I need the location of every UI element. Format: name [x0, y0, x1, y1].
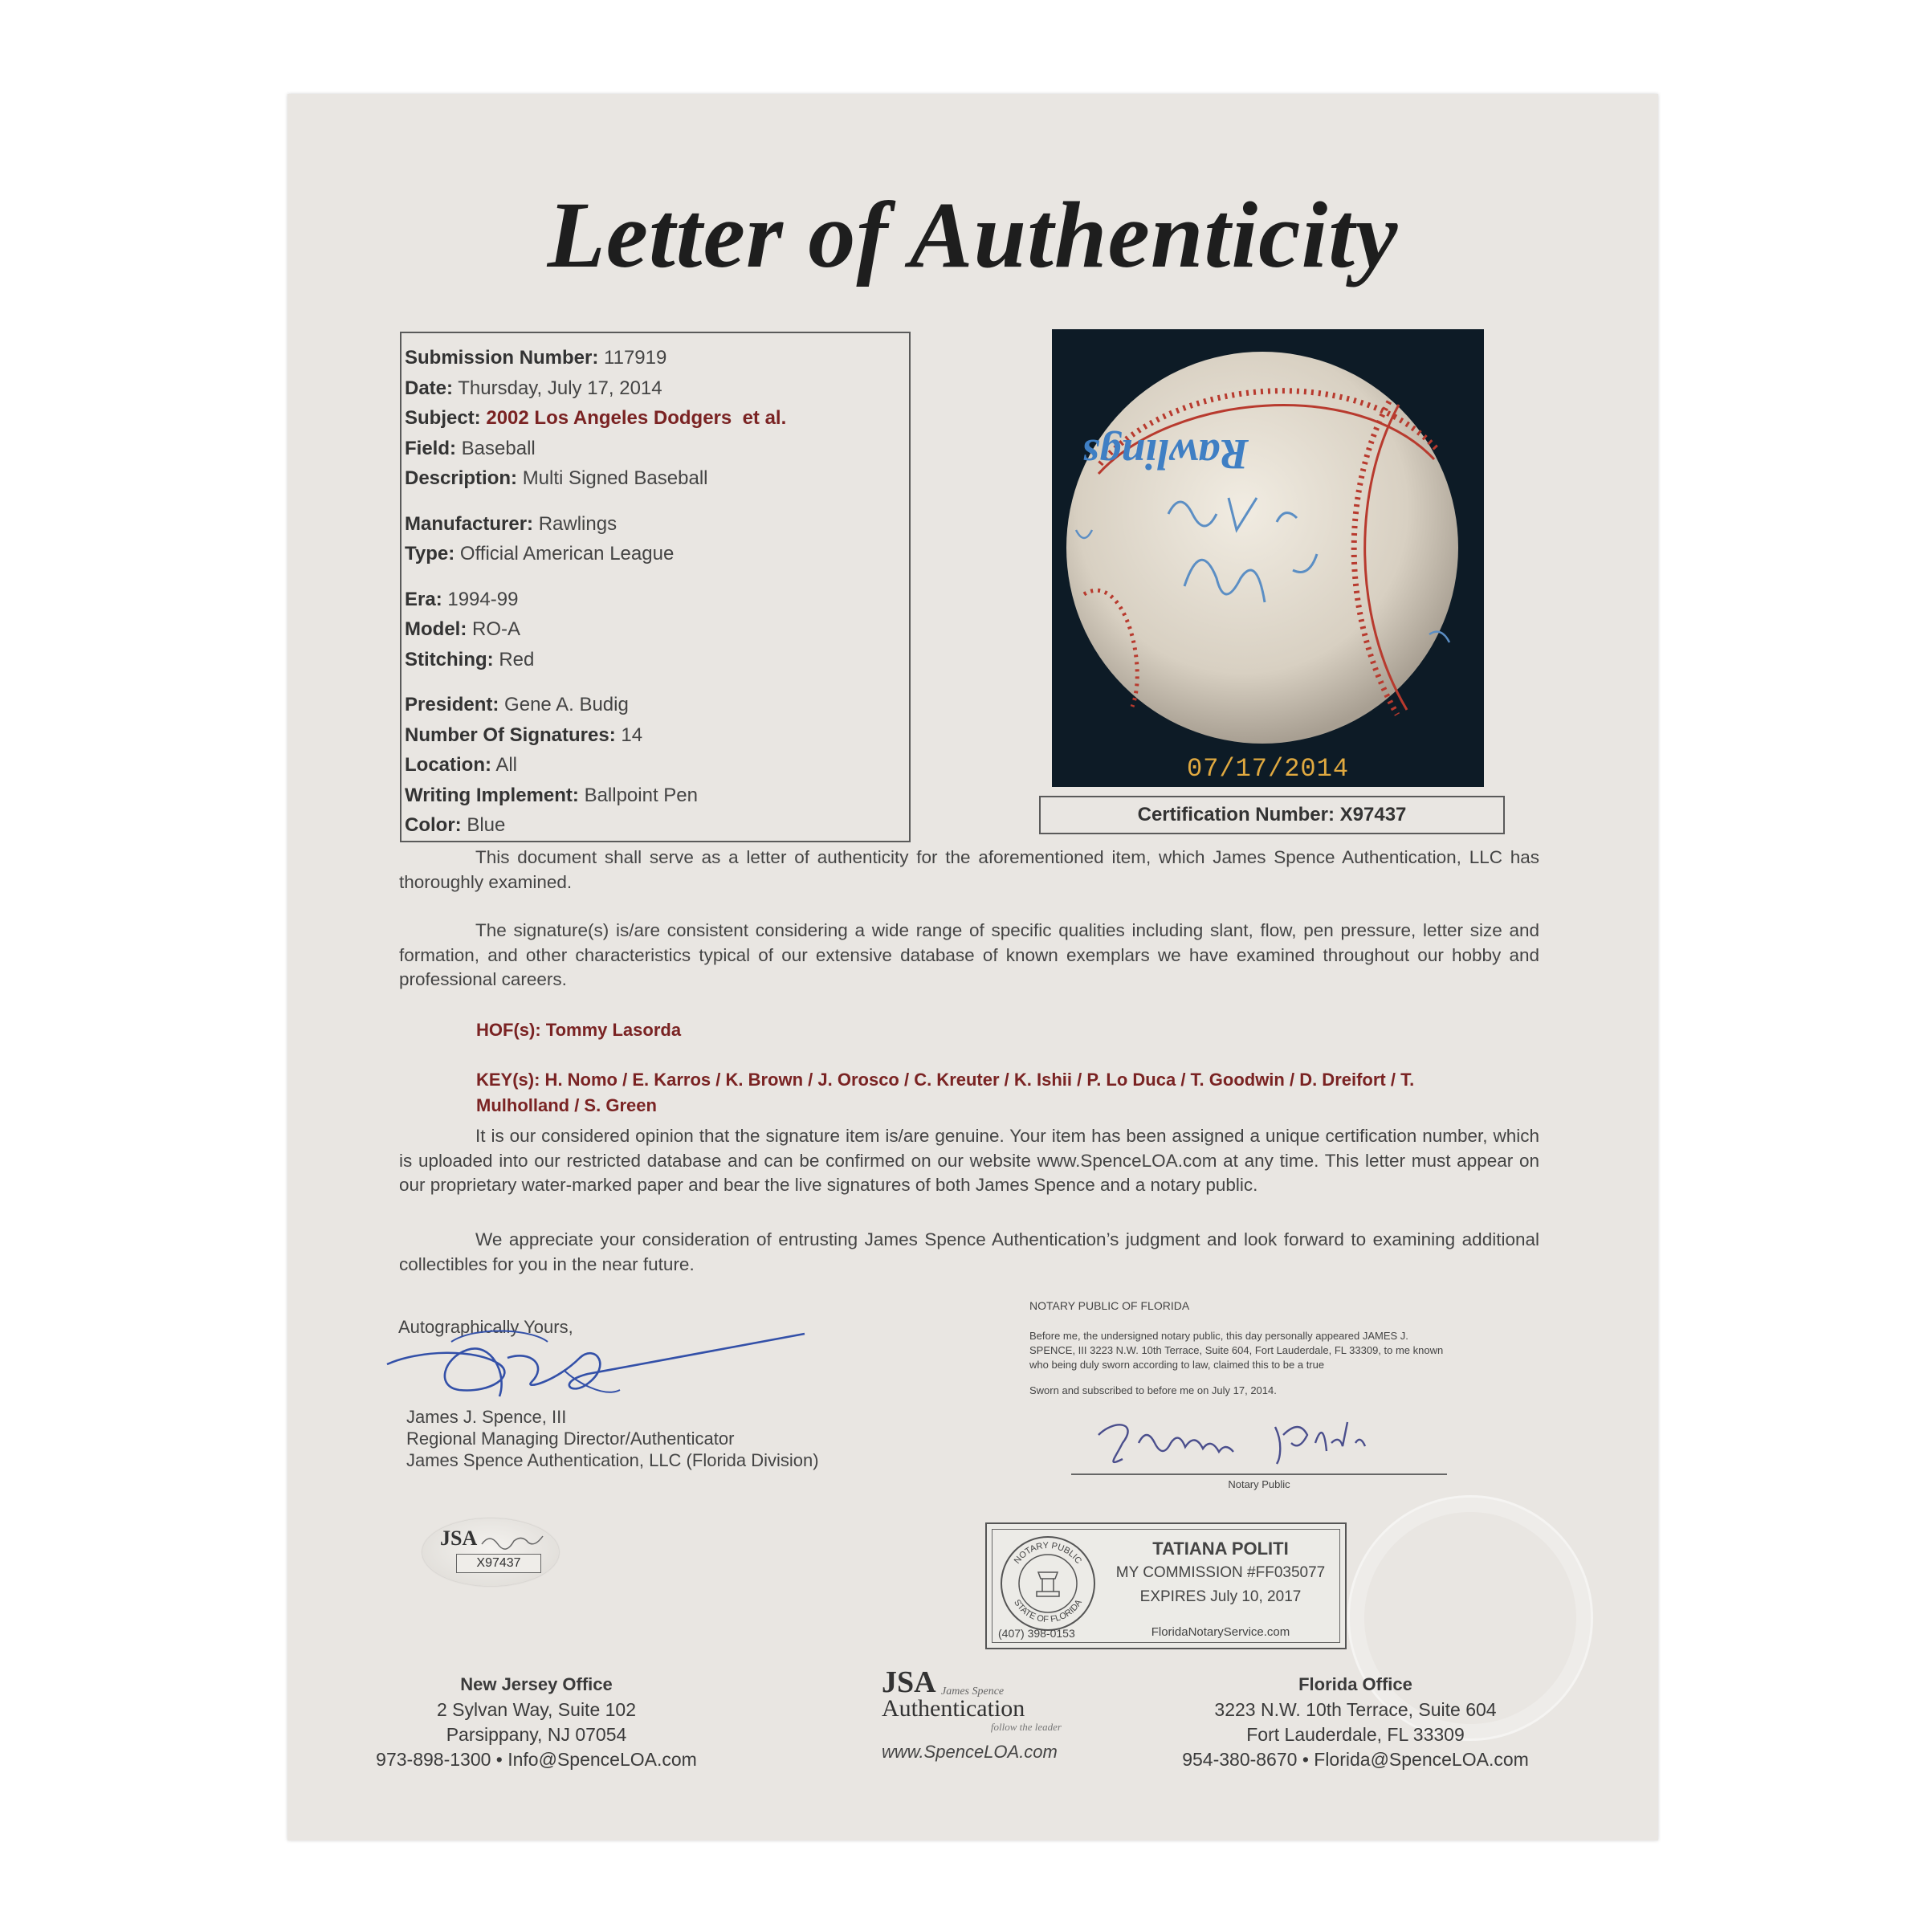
subject-value: 2002 Los Angeles Dodgers et al.	[486, 407, 787, 429]
footer-logo-jsa: JSA	[882, 1665, 936, 1699]
era-row: Era: 1994-99	[405, 588, 519, 610]
stamp-service: FloridaNotaryService.com	[1151, 1625, 1290, 1639]
signer-name: James J. Spence, III	[406, 1407, 567, 1427]
fl-address-1: 3223 N.W. 10th Terrace, Suite 604	[1214, 1699, 1497, 1720]
president-row: President: Gene A. Budig	[405, 694, 629, 715]
stamp-commission: MY COMMISSION #FF035077	[1115, 1564, 1326, 1581]
date-value: Thursday, July 17, 2014	[458, 377, 662, 399]
sticker-logo: JSA	[440, 1526, 478, 1550]
baseball-image	[1052, 329, 1484, 787]
location-value: All	[495, 754, 518, 776]
description-row: Description: Multi Signed Baseball	[405, 467, 708, 489]
location-row: Location: All	[405, 754, 518, 776]
handwritten-signature-spence	[371, 1326, 821, 1414]
authenticator-signature-block	[398, 1316, 896, 1493]
writing-implement-value: Ballpoint Pen	[584, 784, 698, 806]
stitching-value: Red	[499, 648, 535, 670]
handwritten-signature-notary	[1090, 1411, 1428, 1475]
notary-caption: Notary Public	[1228, 1478, 1290, 1490]
model-row: Model: RO-A	[405, 618, 520, 640]
color-row: Color: Blue	[405, 814, 506, 836]
submission-number: 117919	[604, 347, 667, 369]
hof-line: HOF(s): Tommy Lasorda	[476, 1020, 682, 1040]
keys-line: KEY(s): H. Nomo / E. Karros / K. Brown / J. Orosco / C. Kreuter / K. Ishii / P. Lo Duca / T. Goodwin / D. Dreifort / T. Mulholland / S. Green	[476, 1070, 1415, 1115]
paragraph-opinion: It is our considered opinion that the signature item is/are genuine. Your item has been assigned a unique certification number, which is uploaded into our restricted database and can be confirmed on our website www.SpenceLOA.com at any time. This letter must appear on our proprietary water-marked paper and bear the live signatures of both James Spence and a notary public.	[399, 1126, 1539, 1195]
notary-block	[1029, 1298, 1447, 1398]
fl-address-2: Fort Lauderdale, FL 33309	[1246, 1724, 1465, 1745]
paragraph-signatures: The signature(s) is/are consistent considering a wide range of specific qualities including slant, flow, pen pressure, letter size and formation, and other characteristics typical of our extensive database of known exemplars we have examined throughout our hobby and professional careers.	[399, 920, 1539, 989]
letter-paper	[287, 94, 1658, 1840]
notary-sworn: Sworn and subscribed to before me on July 17, 2014.	[1029, 1384, 1277, 1396]
notary-seal-icon	[998, 1534, 1098, 1633]
certification-number-box: Certification Number: X97437	[1039, 796, 1505, 834]
svg-text:STATE OF FLORIDA: STATE OF FLORIDA	[1012, 1598, 1084, 1625]
notary-header: NOTARY PUBLIC OF FLORIDA	[1029, 1299, 1190, 1312]
notary-statement: Before me, the undersigned notary public, this day personally appeared JAMES J. SPENCE, III 3223 N.W. 10th Terrace, Suite 604, Fort Lauderdale, FL 33309, to me known who being duly sworn according to law, claimed this to be a true	[1029, 1330, 1444, 1371]
new-jersey-office	[287, 1672, 785, 1772]
signer-role: Regional Managing Director/Authenticator	[406, 1429, 735, 1449]
nj-office-name: New Jersey Office	[460, 1674, 613, 1694]
page-title: Letter of Authenticity	[547, 182, 1399, 287]
notary-stamp	[985, 1522, 1347, 1649]
paragraph-intro: This document shall serve as a letter of authenticity for the aforementioned item, which James Spence Authentication, LLC has thoroughly examined.	[399, 847, 1539, 892]
fl-office-name: Florida Office	[1298, 1674, 1412, 1694]
writing-implement-row: Writing Implement: Ballpoint Pen	[405, 784, 698, 806]
signer-company: James Spence Authentication, LLC (Florida Division)	[406, 1450, 819, 1470]
sticker-signature	[480, 1530, 544, 1551]
nj-address-2: Parsippany, NJ 07054	[446, 1724, 627, 1745]
footer-logo-james-spence: James Spence	[941, 1685, 1005, 1698]
svg-text:Rawlings: Rawlings	[1082, 430, 1249, 479]
date-row: Date: Thursday, July 17, 2014	[405, 377, 662, 399]
description-value: Multi Signed Baseball	[522, 467, 708, 489]
president-value: Gene A. Budig	[504, 694, 629, 715]
item-details-box	[400, 332, 911, 842]
closing-text: Autographically Yours,	[398, 1317, 573, 1337]
era-value: 1994-99	[447, 588, 519, 610]
manufacturer-row: Manufacturer: Rawlings	[405, 512, 618, 535]
signature-count-row: Number Of Signatures: 14	[405, 723, 643, 746]
fl-contact: 954-380-8670 • Florida@SpenceLOA.com	[1182, 1749, 1529, 1770]
paragraph-closing: We appreciate your consideration of entrusting James Spence Authentication’s judgment and look forward to examining additional collectibles for you in the near future.	[399, 1229, 1539, 1274]
footer-logo-tagline: follow the leader	[990, 1721, 1062, 1733]
subject-row: Subject: 2002 Los Angeles Dodgers et al.	[405, 407, 787, 429]
model-value: RO-A	[472, 618, 520, 640]
sticker-code: X97437	[456, 1554, 541, 1573]
florida-office	[1131, 1672, 1580, 1772]
stamp-expires: EXPIRES July 10, 2017	[1139, 1588, 1302, 1605]
photo-date-stamp: 07/17/2014	[1186, 754, 1350, 784]
stamp-name: TATIANA POLITI	[1152, 1539, 1289, 1559]
type-value: Official American League	[459, 543, 675, 565]
field-value: Baseball	[461, 437, 536, 459]
notary-signature-line	[1071, 1473, 1447, 1475]
color-value: Blue	[467, 814, 506, 836]
stitching-row: Stitching: Red	[405, 648, 535, 670]
submission-number-row: Submission Number: 117919	[405, 347, 667, 369]
jsa-footer-logo	[882, 1665, 1066, 1763]
footer-logo-authentication: Authentication	[882, 1695, 1025, 1722]
field-row: Field: Baseball	[405, 437, 536, 459]
svg-text:NOTARY PUBLIC: NOTARY PUBLIC	[1012, 1540, 1084, 1566]
jsa-hologram-sticker	[422, 1518, 559, 1586]
signature-count-value: 14	[621, 723, 643, 746]
footer-website: www.SpenceLOA.com	[882, 1742, 1058, 1762]
nj-contact: 973-898-1300 • Info@SpenceLOA.com	[376, 1749, 697, 1770]
baseball-photo	[1052, 329, 1484, 787]
type-row: Type: Official American League	[405, 543, 675, 565]
nj-address-1: 2 Sylvan Way, Suite 102	[436, 1699, 636, 1720]
manufacturer-value: Rawlings	[538, 512, 618, 535]
stamp-phone: (407) 398-0153	[998, 1627, 1075, 1640]
certification-number: X97437	[1339, 804, 1407, 825]
